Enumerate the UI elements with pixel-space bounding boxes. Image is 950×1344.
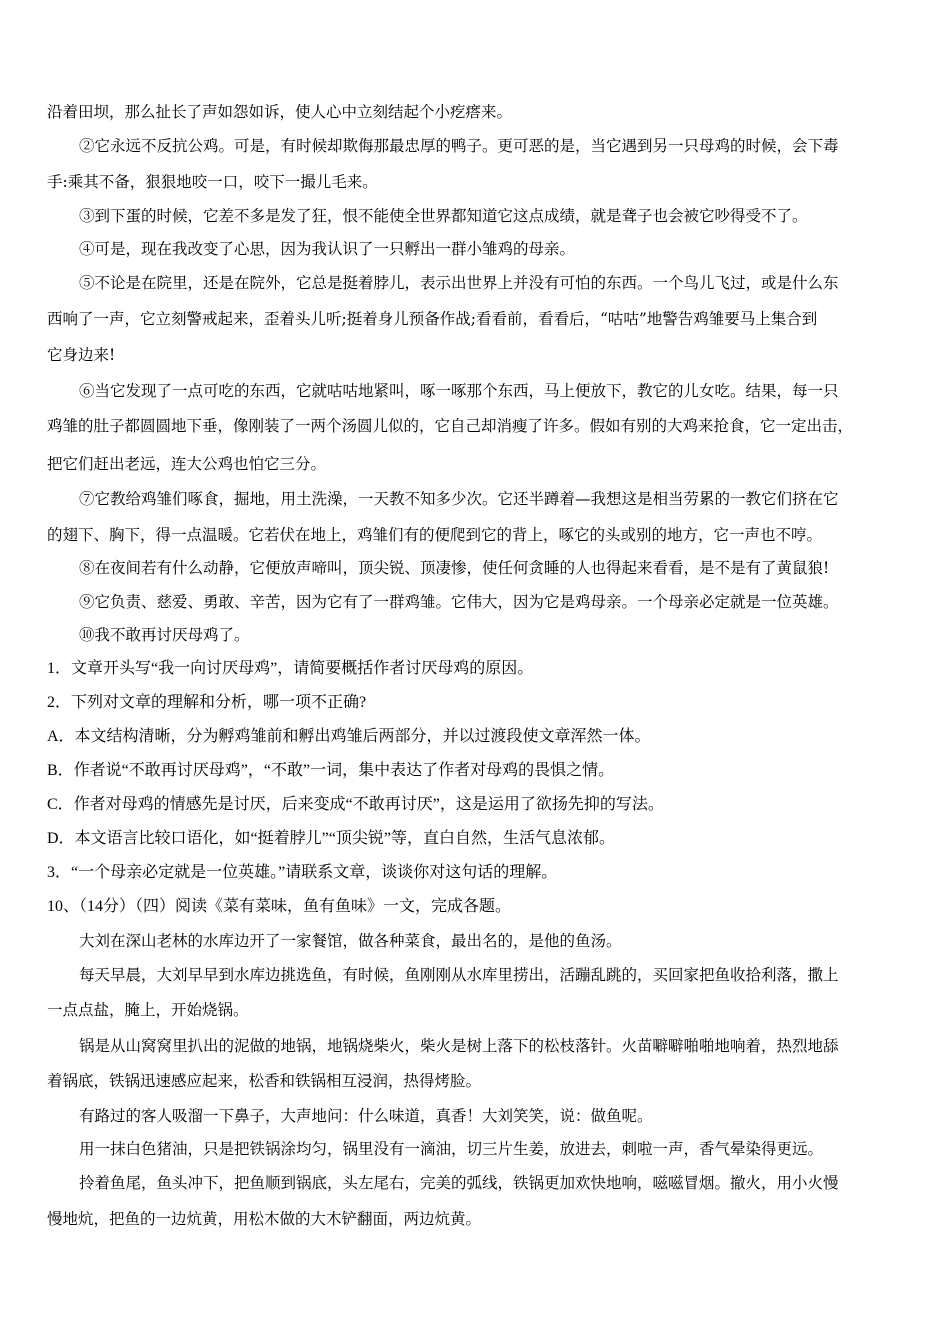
passage-paragraph-3: ③到下蛋的时候，它差不多是发了狂，恨不能使全世界都知道它这点成绩，就是聋子也会被它吵得受不了。 — [79, 207, 808, 225]
option-a: A．本文结构清晰，分为孵鸡雏前和孵出鸡雏后两部分，并以过渡段使文章浑然一体。 — [47, 728, 651, 745]
passage-paragraph-4: ④可是，现在我改变了心思，因为我认识了一只孵出一群小雏鸡的母亲。 — [79, 240, 576, 258]
option-c: C．作者对母鸡的情感先是讨厌，后来变成“不敢再讨厌”，这是运用了欲扬先抑的写法。 — [47, 796, 664, 813]
passage2-paragraph-1: 大刘在深山老林的水库边开了一家餐馆，做各种菜食，最出名的，是他的鱼汤。 — [79, 932, 622, 950]
passage-paragraph-10: ⑩我不敢再讨厌母鸡了。 — [79, 626, 250, 644]
section-heading-10: 10、（14分）（四）阅读《菜有菜味，鱼有鱼味》一文，完成各题。 — [47, 898, 512, 915]
question-3: 3．“一个母亲必定就是一位英雄。”请联系文章，谈谈你对这句话的理解。 — [47, 864, 558, 881]
passage-line: 把它们赶出老远，连大公鸡也怕它三分。 — [47, 455, 327, 473]
passage2-paragraph-3: 锅是从山窝窝里扒出的泥做的地锅，地锅烧柴火，柴火是树上落下的松枝落针。火苗噼噼啪啪地响着，热烈地舔 — [79, 1037, 839, 1055]
question-1: 1．文章开头写“我一向讨厌母鸡”，请简要概括作者讨厌母鸡的原因。 — [47, 660, 534, 677]
passage2-line: 慢地炕，把鱼的一边炕黄，用松木做的大木铲翻面，两边炕黄。 — [47, 1210, 482, 1228]
passage-line: 它身边来! — [47, 346, 116, 364]
passage-line: 手:乘其不备，狠狠地咬一口，咬下一撮儿毛来。 — [47, 173, 378, 191]
passage-paragraph-8: ⑧在夜间若有什么动静，它便放声啼叫，顶尖锐、顶凄惨，使任何贪睡的人也得起来看看，是不是有了黄鼠狼! — [79, 559, 830, 577]
passage2-line: 着锅底，铁锅迅速感应起来，松香和铁锅相互浸润，热得烤脸。 — [47, 1072, 482, 1090]
option-b: B．作者说“不敢再讨厌母鸡”，“不敢”一词，集中表达了作者对母鸡的畏惧之情。 — [47, 762, 615, 779]
passage-paragraph-9: ⑨它负责、慈爱、勇敢、辛苦，因为它有了一群鸡雏。它伟大，因为它是鸡母亲。一个母亲必定就是一位英雄。 — [79, 593, 839, 611]
passage-paragraph-5: ⑤不论是在院里，还是在院外，它总是挺着脖儿，表示出世界上并没有可怕的东西。一个鸟儿飞过，或是什么东 — [79, 274, 839, 292]
passage2-line: 一点点盐，腌上，开始烧锅。 — [47, 1001, 249, 1019]
option-d: D．本文语言比较口语化，如“挺着脖儿”“顶尖锐”等，直白自然，生活气息浓郁。 — [47, 830, 615, 847]
question-2: 2．下列对文章的理解和分析，哪一项不正确? — [47, 694, 367, 711]
passage-paragraph-6: ⑥当它发现了一点可吃的东西，它就咕咕地紧叫，啄一啄那个东西，马上便放下，教它的儿女吃。结果，每一只 — [79, 382, 839, 400]
passage-line: 鸡雏的肚子都圆圆地下垂，像刚装了一两个汤圆儿似的，它自己却消瘦了许多。假如有别的大鸡来抢食，它一定出击， — [47, 417, 854, 435]
passage2-paragraph-5: 用一抹白色猪油，只是把铁锅涂均匀，锅里没有一滴油，切三片生姜，放进去，刺啦一声，香气晕染得更远。 — [79, 1140, 824, 1158]
passage-line: 的翅下、胸下，得一点温暖。它若伏在地上，鸡雏们有的便爬到它的背上，啄它的头或别的地方，它一声也不哼。 — [47, 526, 823, 544]
passage-paragraph-7: ⑦它教给鸡雏们啄食，掘地，用土洗澡，一天教不知多少次。它还半蹲着—我想这是相当劳累的一教它们挤在它 — [79, 490, 839, 508]
passage-line: 沿着田坝，那么扯长了声如怨如诉，使人心中立刻结起个小疙瘩来。 — [47, 103, 513, 121]
passage2-paragraph-2: 每天早晨，大刘早早到水库边挑选鱼，有时候，鱼刚刚从水库里捞出，活蹦乱跳的，买回家把鱼收拾利落，撒上 — [79, 966, 839, 984]
passage2-paragraph-6: 拎着鱼尾，鱼头冲下，把鱼顺到锅底，头左尾右，完美的弧线，铁锅更加欢快地响，嗞嗞冒烟。撤火，用小火慢 — [79, 1174, 839, 1192]
passage-paragraph-2: ②它永远不反抗公鸡。可是，有时候却欺侮那最忠厚的鸭子。更可恶的是，当它遇到另一只母鸡的时候，会下毒 — [79, 137, 839, 155]
passage2-paragraph-4: 有路过的客人吸溜一下鼻子，大声地问：什么味道，真香！大刘笑笑，说：做鱼呢。 — [79, 1107, 653, 1125]
passage-line: 西响了一声，它立刻警戒起来，歪着头儿听;挺着身儿预备作战;看看前，看看后，“咕咕”地警告鸡雏要马上集合到 — [47, 310, 818, 328]
